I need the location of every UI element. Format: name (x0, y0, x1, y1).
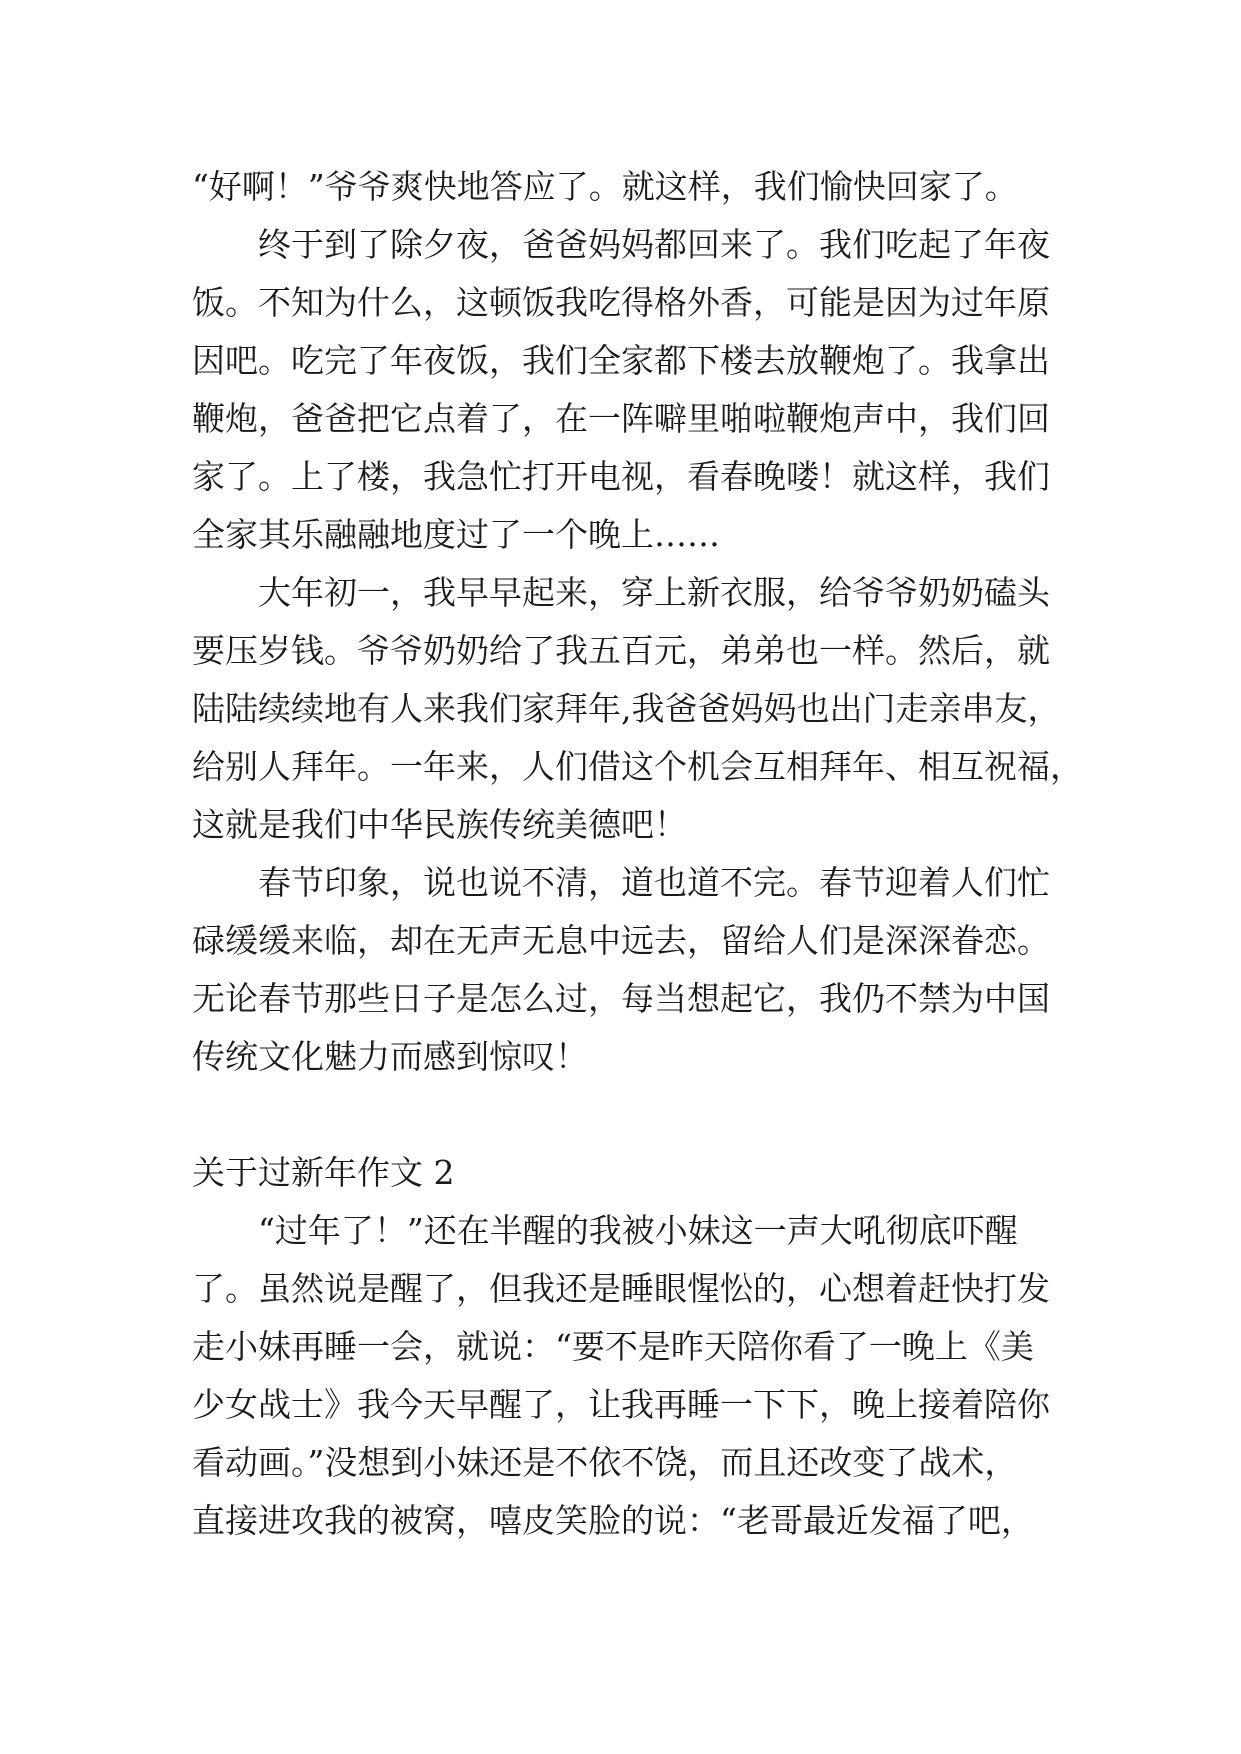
text-line: 传统文化魅力而感到惊叹！ (192, 1037, 588, 1076)
text-line: 鞭炮，爸爸把它点着了，在一阵噼里啪啦鞭炮声中，我们回 (192, 399, 1050, 438)
text-line: 要压岁钱。爷爷奶奶给了我五百元，弟弟也一样。然后，就 (192, 631, 1050, 670)
text-line: 看动画。”没想到小妹还是不依不饶，而且还改变了战术， (192, 1443, 1018, 1482)
text-line: 大年初一，我早早起来，穿上新衣服，给爷爷奶奶磕头 (258, 573, 1050, 612)
text-line: 终于到了除夕夜，爸爸妈妈都回来了。我们吃起了年夜 (258, 225, 1050, 264)
text-line: 这就是我们中华民族传统美德吧！ (192, 805, 687, 844)
text-line: 了。虽然说是醒了，但我还是睡眼惺忪的，心想着赶快打发 (192, 1269, 1050, 1308)
text-line: 碌缓缓来临，却在无声无息中远去，留给人们是深深眷恋。 (192, 921, 1050, 960)
text-line: 直接进攻我的被窝，嘻皮笑脸的说：“老哥最近发福了吧， (192, 1501, 1034, 1540)
text-line: 走小妹再睡一会，就说：“要不是昨天陪你看了一晚上《美 (192, 1327, 1034, 1366)
text-line: 无论春节那些日子是怎么过，每当想起它，我仍不禁为中国 (192, 979, 1050, 1018)
text-line: 陆陆续续地有人来我们家拜年,我爸爸妈妈也出门走亲串友， (192, 689, 1061, 728)
document-body (192, 158, 1083, 1550)
text-line: 春节印象，说也说不清，道也道不完。春节迎着人们忙 (258, 863, 1050, 902)
text-line: 全家其乐融融地度过了一个晚上…… (192, 515, 720, 554)
text-line: 少女战士》我今天早醒了，让我再睡一下下，晚上接着陪你 (192, 1385, 1050, 1424)
text-line: 家了。上了楼，我急忙打开电视，看春晚喽！就这样，我们 (192, 457, 1050, 496)
text-line: 给别人拜年。一年来，人们借这个机会互相拜年、相互祝福， (192, 747, 1083, 786)
section-heading: 关于过新年作文 2 (192, 1153, 455, 1192)
text-line: “好啊！”爷爷爽快地答应了。就这样，我们愉快回家了。 (192, 167, 1018, 206)
text-line: 饭。不知为什么，这顿饭我吃得格外香，可能是因为过年原 (192, 283, 1050, 322)
text-line: “过年了！”还在半醒的我被小妹这一声大吼彻底吓醒 (258, 1211, 1018, 1250)
text-line: 因吧。吃完了年夜饭，我们全家都下楼去放鞭炮了。我拿出 (192, 341, 1050, 380)
blank-line (192, 1086, 1062, 1144)
